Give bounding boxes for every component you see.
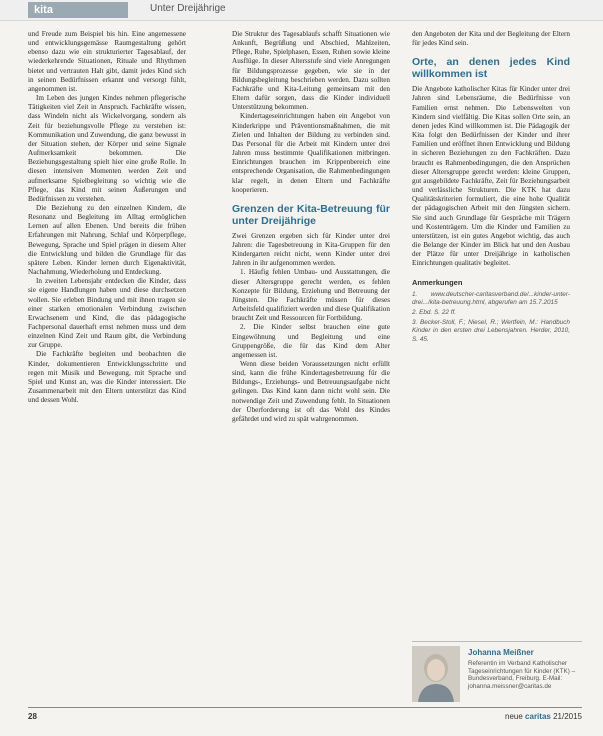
section-subtitle: Unter Dreijährige (150, 3, 226, 14)
paragraph: Im Leben des jungen Kindes nehmen pflegerische Tätigkeiten viel Zeit in Anspruch. Fachkräfte wissen, dass Windeln nicht als Wickelvorgang, sondern als Zeit für beziehungsvolle Pflege zu verstehen ist: Kommunikation und Zuwendung, die ganz bewusst in der Situation stehen, der Körper und seine Signale Aufmerksamkeit bekommen. Die Beziehungsgestaltung spielt hier eine große Rolle. In diesen intensiven Momenten werden Zeit und aufmerksame Spielbegleitung so wichtig wie die Pflege, das Kind mit seinen Äußerungen und Bedürfnissen zu verstehen. (28, 94, 186, 203)
notes-heading: Anmerkungen (412, 278, 463, 288)
issue-number: 21/2015 (553, 712, 582, 721)
column-left (28, 30, 186, 405)
paragraph: 1. Häufig fehlen Umbau- und Ausstattungen, die dieser Altersgruppe gerecht werden, es fehlen Konzepte für Bildung, Erziehung und Betreuung der Jüngsten. Die Fachkräfte müssen für dieses Arbeitsfeld qualifiziert werden und diese Qualifikation braucht Zeit und Ressourcen für Fortbildung. (232, 268, 390, 323)
paragraph: Wenn diese beiden Voraussetzungen nicht erfüllt sind, kann die frühe Kindertagesbetreuung für die Bildungs-, Erziehungs- und Betreuungsaufgabe nicht gelingen. Das Kind kann dann nicht wohl sein. Die notwendige Zeit und Zuwendung fehlt. In Situationen der Überforderung ist oft das Wohl des Kindes gefährdet und wird zu spät wahrgenommen. (232, 360, 390, 423)
magazine-name: caritas (525, 712, 551, 721)
author-info: Referentin im Verband Katholischer Tageseinrichtungen für Kinder (KTK) – Bundesverband, Freiburg. E-Mail: johanna.meissner@caritas.de (468, 660, 576, 690)
author-photo-icon (412, 646, 460, 702)
column-right (412, 30, 570, 346)
notes-list (412, 291, 570, 344)
paragraph: In zweiten Lebensjahr entdecken die Kinder, dass sie eigene Handlungen haben und diese durchsetzen wollen. Sie erleben Bindung und mit ihnen tragen sie einer starken emotionalen Verbindung zwischen Erwachsenem und Kind, die das pädagogische Fachpersonal dauerhaft ernst nehmen muss und dem einzelnen Kind Zeit und Raum gibt, die Verbindung zur Gruppe. (28, 277, 186, 350)
note-item: 3. Becker-Stoll, F.; Niesel, R.; Wertfein, M.: Handbuch Kinder in den ersten drei Lebensjahren. Herder, 2010, S. 45. (412, 319, 570, 343)
magazine-prefix: neue (505, 712, 523, 721)
paragraph: und Freude zum Beispiel bis hin. Eine angemessene und entwicklungsgemässe Raumgestaltung gehört ebenso dazu wie ein strukturierter Tagesablauf, der wiederkehrende Situationen, Rituale und Rhythmen bietet und vertrauten Halt gibt, damit jedes Kind sich in seinen Bedürfnissen erkannt und versorgt fühlt, angenommen ist. (28, 30, 186, 93)
section-badge: kita (28, 2, 128, 18)
paragraph: Die Struktur des Tagesablaufs schafft Situationen wie Ankunft, Begrüßung und Abschied, Mahlzeiten, Pflege, Ruhe, Spielphasen, Essen, Ruhen sowie kleine Ausflüge. In dieser Altersstufe sind viele Anregungen für Bildungsprozesse gegeben, wie sie in der Bildungsbegleitung beschrieben werden. Dazu sollten Fachkräfte und Kita-Leitung gemeinsam mit den Eltern dafür sorgen, dass die Kinder individuell Unterstützung bekommen. (232, 30, 390, 112)
footer-divider (28, 707, 582, 708)
paragraph: Die Angebote katholischer Kitas für Kinder unter drei Jahren sind Lebensräume, die Bedürfnisse von Familien ernst nehmen. Die Lebenswelten von Kindern sind vielfältig. Die Kitas sollen Orte sein, an denen jedes Kind willkommen ist. Die Pädagogik der Kita folgt den Bedürfnissen der Kinder und ihrer Familien und eröffnet ihnen Entwicklung und Bildung in sicheren Beziehungen zu den Fachkräften. Dazu braucht es Rahmenbedingungen, die den Ansprüchen dieser Altersgruppe gerecht werden: kleine Gruppen, gut ausgebildete Fachkräfte, Zeit für Beziehungsarbeit und verlässliche Strukturen. Die KTK hat dazu Qualitätskriterien formuliert, die eine hohe Qualität der pädagogischen Arbeit mit den Jüngsten sichern. Sie sind auch Grundlage für Gespräche mit Trägern und Kostenträgern. Um die Kinder und Familien zu unterstützen, ist ein gutes Angebot wichtig, das auch die Belange der Kinder im Blick hat und den Ausbau der Plätze für unter Dreijährige in katholischen Einrichtungen qualitativ begleitet. (412, 85, 570, 268)
note-item: 1. www.deutscher-caritasverband.de/...kinder-unter-drei.../kita-betreuung.html, abgerufen am 15.7.2015 (412, 290, 570, 306)
footer-magazine (505, 712, 582, 721)
column-middle (232, 30, 390, 424)
page-header (0, 0, 603, 21)
section-heading: Grenzen der Kita-Betreuung für unter Dreijährige (232, 202, 390, 227)
paragraph: Zwei Grenzen ergeben sich für Kinder unter drei Jahren: die Tagesbetreuung in Kita-Gruppen für den Kindergarten reicht nicht, wenn Kinder unter drei Jahren in ihr aufgenommen werden. (232, 231, 390, 268)
avatar (412, 646, 460, 702)
page-number: 28 (28, 712, 37, 721)
section-heading: Orte, an denen jedes Kind willkommen ist (412, 56, 570, 81)
paragraph: Die Fachkräfte begleiten und beobachten die Kinder, dokumentieren Entwicklungsschritte und regen mit Musik und Bewegung, mit Sprache und Spiel und Kunst an, was die Kinder interessiert. Die Zusammenarbeit mit den Eltern unterstützt das Kind und dessen Wohl. (28, 350, 186, 405)
author-name: Johanna Meißner (468, 648, 534, 657)
paragraph: Die Beziehung zu den einzelnen Kindern, die Resonanz und Begleitung im Alltag ermöglichen Lernen auf allen Ebenen. Und bereits die frühen Erfahrungen mit Nahrung, Schlaf und Körperpflege, Bewegung, Sprache und Spiel prägen in diesem Alter die Entwicklung und bilden die Grundlage für das spätere Leben. Kinder lernen durch Eigenaktivität, Nachahmung, Wiederholung und Entdeckung. (28, 203, 186, 277)
paragraph: Kindertageseinrichtungen haben ein Angebot von Kinderkrippe und Präventionsmaßnahmen, die mit Zielen und Inhalten der Bildung zu verbinden sind. Das Personal für die Arbeit mit Kindern unter drei Jahren muss bestimmte Qualifikationen mitbringen. Einrichtungen brauchen im Krippenbereich eine entsprechende Organisation, die Rahmenbedingungen klar regelt, in denen Eltern und Fachkräfte kooperieren. (232, 112, 390, 194)
paragraph: den Angeboten der Kita und der Begleitung der Eltern für jedes Kind sein. (412, 30, 570, 48)
author-box (412, 641, 582, 704)
note-item: 2. Ebd. S. 22 ff. (412, 309, 457, 316)
paragraph: 2. Die Kinder selbst brauchen eine gute Eingewöhnung und Begleitung und eine Gruppengröße, die für das Kind dem Alter angemessen ist. (232, 323, 390, 359)
